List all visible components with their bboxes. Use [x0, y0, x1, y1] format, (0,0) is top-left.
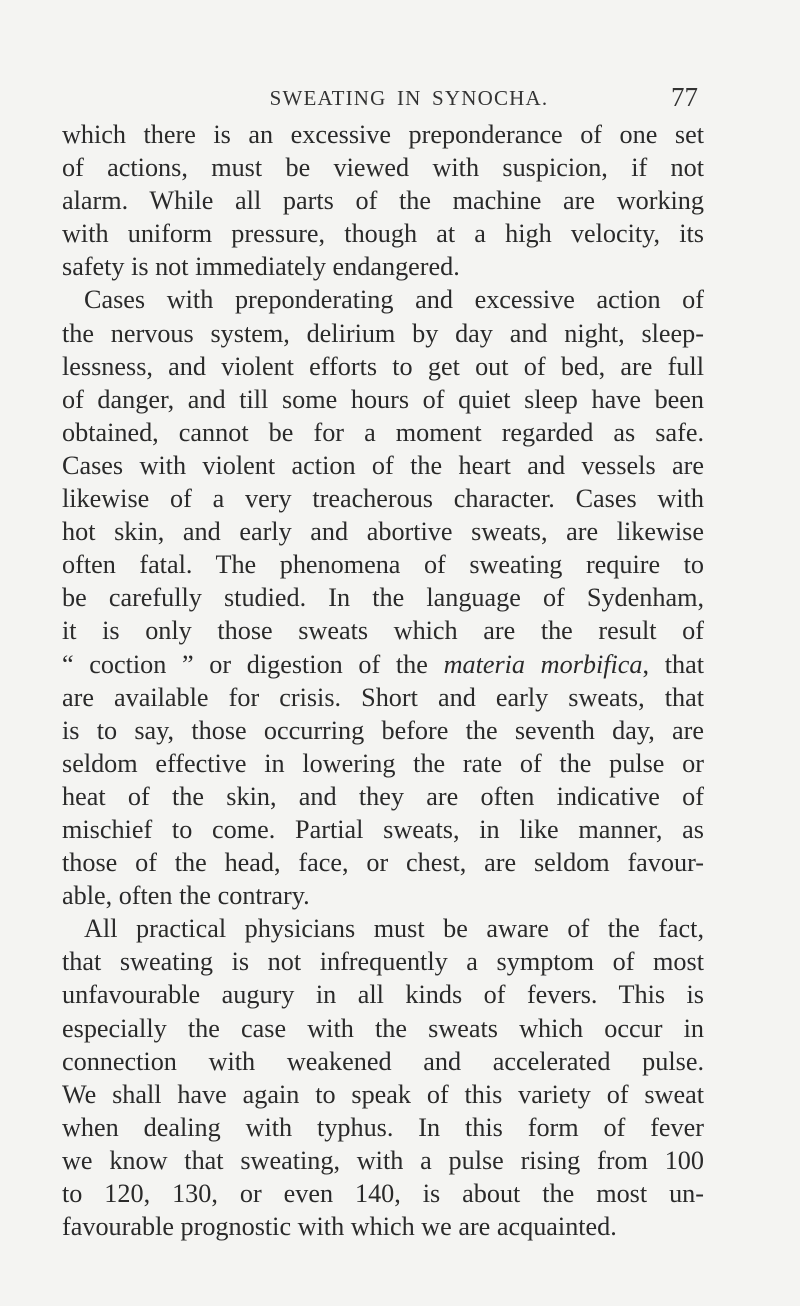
- text-line: to 120, 130, or even 140, is about the most un-: [62, 1179, 704, 1208]
- running-head: [120, 82, 698, 120]
- text-line: of danger, and till some hours of quiet sleep have been: [62, 384, 704, 414]
- text-line: mischief to come. Partial sweats, in like manner, as: [62, 814, 704, 844]
- text-line: especially the case with the sweats which occur in: [62, 1013, 704, 1043]
- italic-phrase: materia morbifica: [443, 649, 643, 679]
- body-text: [62, 118, 704, 1243]
- text-line: favourable prognostic with which we are acquainted.: [62, 1212, 617, 1242]
- text-line: of actions, must be viewed with suspicion, if not: [62, 153, 704, 183]
- text-line: the nervous system, delirium by day and night, sleep-: [62, 318, 704, 348]
- text-line: Cases with preponderating and excessive action of: [84, 285, 704, 315]
- text-line: obtained, cannot be for a moment regarded as safe.: [62, 417, 704, 447]
- page-number: 77: [671, 82, 698, 112]
- running-title: SWEATING IN SYNOCHA.: [269, 86, 549, 110]
- text-line: alarm. While all parts of the machine are working: [62, 186, 704, 216]
- text-line: likewise of a very treacherous character. Cases with: [62, 484, 704, 514]
- text-line: We shall have again to speak of this variety of sweat: [62, 1079, 704, 1109]
- text-line: which there is an excessive preponderance of one set: [62, 120, 704, 149]
- text-line: with uniform pressure, though at a high velocity, its: [62, 219, 704, 249]
- text-line: able, often the contrary.: [62, 881, 310, 911]
- line-tail: , that: [642, 649, 705, 679]
- text-line: we know that sweating, with a pulse rising from 100: [62, 1145, 704, 1175]
- text-line: Cases with violent action of the heart and vessels are: [62, 450, 704, 480]
- text-line: is to say, those occurring before the seventh day, are: [62, 715, 704, 745]
- text-line: safety is not immediately endangered.: [62, 252, 460, 282]
- text-line: unfavourable augury in all kinds of fevers. This is: [62, 980, 704, 1010]
- text-line: connection with weakened and accelerated pulse.: [62, 1046, 704, 1076]
- text-line: often fatal. The phenomena of sweating require to: [62, 550, 704, 580]
- text-line: it is only those sweats which are the result of: [62, 616, 704, 646]
- text-line: be carefully studied. In the language of Sydenham,: [62, 583, 704, 613]
- text-line: All practical physicians must be aware of the fact,: [84, 914, 704, 944]
- text-line: hot skin, and early and abortive sweats, are likewise: [62, 517, 704, 547]
- line-text: “ coction ” or digestion of the: [62, 649, 428, 679]
- text-line: seldom effective in lowering the rate of the pulse or: [62, 748, 704, 778]
- text-line: are available for crisis. Short and early sweats, that: [62, 682, 704, 712]
- text-line-with-italic: [62, 648, 704, 681]
- text-line: heat of the skin, and they are often indicative of: [62, 781, 704, 811]
- text-line: that sweating is not infrequently a symptom of most: [62, 947, 704, 977]
- text-line: when dealing with typhus. In this form of fever: [62, 1112, 704, 1142]
- text-line: lessness, and violent efforts to get out of bed, are full: [62, 351, 704, 381]
- text-line: those of the head, face, or chest, are seldom favour-: [62, 848, 704, 878]
